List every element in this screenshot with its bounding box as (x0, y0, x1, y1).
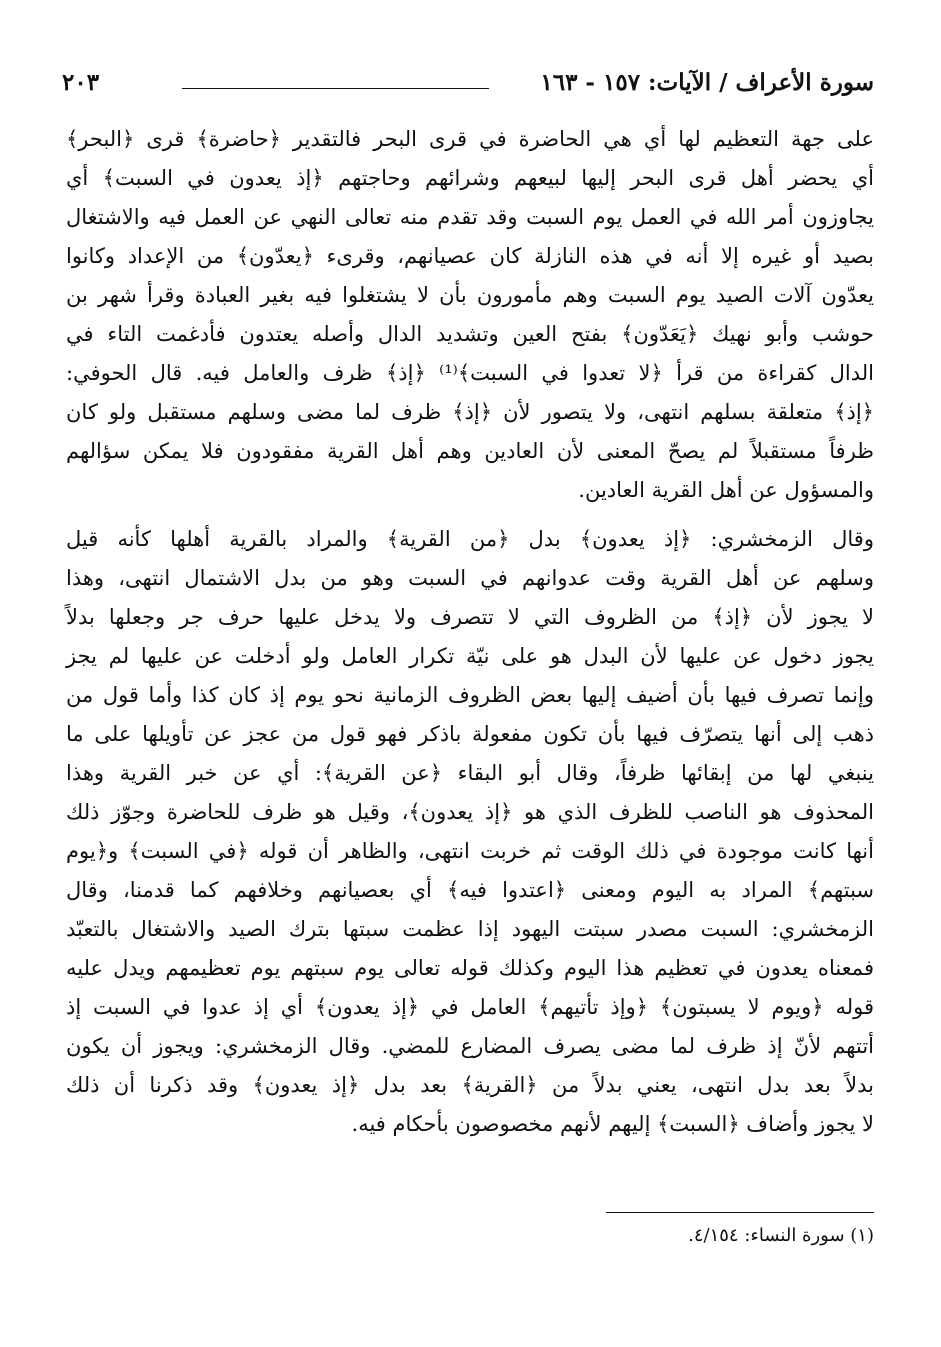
text-line: وإنما تصرف فيها بأن أضيف إليها بعض الظروف الزمانية نحو يوم إذ كان كذا وأما قول من (66, 683, 874, 707)
paragraph-gap (66, 510, 874, 520)
text-line: فمعناه يعدون في تعظيم هذا اليوم وكذلك قوله تعالى يوم سبتهم يوم تعظيمهم ويدل عليه (66, 956, 874, 980)
text-line: سبتهم﴾ المراد به اليوم ومعنى ﴿اعتدوا فيه﴾ أي بعصيانهم وخلافهم كما قدمنا، وقال (66, 878, 874, 902)
paragraph-2 (66, 520, 874, 1144)
paragraph-1 (66, 120, 874, 510)
text-line: الزمخشري: السبت مصدر سبتت اليهود إذا عظمت سبتها بترك الصيد والاشتغال بالتعبّد (66, 917, 874, 941)
text-line: بصيد أو غيره إلا أنه في هذه النازلة كان عصيانهم، وقرىء ﴿يعدّون﴾ من الإعداد وكانوا (66, 244, 874, 268)
text-line: أي يحضر أهل قرى البحر إليها لبيعهم وشرائهم وحاجتهم ﴿إذ يعدون في السبت﴾ أي (66, 166, 874, 190)
text-line: ﴿إذ﴾ متعلقة بسلهم انتهى، ولا يتصور لأن ﴿إذ﴾ ظرف لما مضى وسلهم مستقبل ولو كان (66, 400, 874, 424)
text-line: وقال الزمخشري: ﴿إذ يعدون﴾ بدل ﴿من القرية﴾ والمراد بالقرية أهلها كأنه قيل (66, 527, 874, 551)
text-line: على جهة التعظيم لها أي هي الحاضرة في قرى البحر فالتقدير ﴿حاضرة﴾ قرى ﴿البحر﴾ (66, 127, 874, 151)
text-line: أنها كانت موجودة في ذلك الوقت ثم خربت انتهى، والظاهر أن قوله ﴿في السبت﴾ و﴿يوم (66, 839, 874, 863)
running-title: سورة الأعراف / الآيات: ١٥٧ - ١٦٣ (540, 69, 874, 96)
text-line: يجوز دخول عن عليها لأن البدل هو على نيّة تكرار العامل ولو أدخلت عن عليها لم يجز (66, 644, 874, 668)
text-line: أتتهم لأنّ إذ ظرف لما مضى يصرف المضارع للمضي. وقال الزمخشري: ويجوز أن يكون (66, 1034, 874, 1058)
text-line: قوله ﴿ويوم لا يسبتون﴾ ﴿وإذ تأتيهم﴾ العامل في ﴿إذ يعدون﴾ أي إذ عدوا في السبت إذ (66, 995, 874, 1019)
main-text (66, 120, 874, 1144)
footnote: (١) سورة النساء: ٤/١٥٤. (688, 1225, 874, 1246)
text-line: بدلاً بعد بدل انتهى، يعني بدلاً من ﴿القرية﴾ بعد بدل ﴿إذ يعدون﴾ وقد ذكرنا أن ذلك (66, 1073, 874, 1097)
text-line: يعدّون آلات الصيد يوم السبت وهم مأمورون بأن لا يشتغلوا فيه بغير العبادة وقرأ شهر بن (66, 283, 874, 307)
text-line: والمسؤول عن أهل القرية العادين. (578, 478, 874, 502)
page-header (62, 66, 874, 100)
text-line: ظرفاً مستقبلاً لم يصحّ المعنى لأن العادين وهم أهل القرية مفقودون فلا يمكن سؤالهم (66, 439, 874, 463)
text-line: ذهب إلى أنها يتصرّف فيها بأن تكون مفعولة باذكر فهو قول من عجز عن تأويلها على ما (66, 722, 874, 746)
text-line: لا يجوز لأن ﴿إذ﴾ من الظروف التي لا تتصرف ولا يدخل عليها حرف جر وجعلها بدلاً (66, 605, 874, 629)
text-line: حوشب وأبو نهيك ﴿يَعَدّون﴾ بفتح العين وتشديد الدال وأصله يعتدون فأدغمت التاء في (66, 322, 874, 346)
text-line: الدال كقراءة من قرأ ﴿لا تعدوا في السبت﴾⁽¹⁾ ﴿إذ﴾ ظرف والعامل فيه. قال الحوفي: (66, 361, 875, 385)
footnote-rule (606, 1212, 874, 1213)
text-line: المحذوف هو الناصب للظرف الذي هو ﴿إذ يعدون﴾، وقيل هو ظرف للحاضرة وجوّز ذلك (66, 800, 874, 824)
text-line: ينبغي لها من إبقائها ظرفاً، وقال أبو البقاء ﴿عن القرية﴾: أي عن خبر القرية وهذا (66, 761, 874, 785)
header-rule (182, 88, 489, 89)
text-line: يجاوزون أمر الله في العمل يوم السبت وقد تقدم منه تعالى النهي عن العمل فيه والاشتغال (66, 205, 874, 229)
text-line: وسلهم عن أهل القرية وقت عدوانهم في السبت وهو من بدل الاشتمال انتهى، وهذا (66, 566, 874, 590)
page-number: ٢٠٣ (62, 69, 100, 96)
text-line: لا يجوز وأضاف ﴿السبت﴾ إليهم لأنهم مخصوصون بأحكام فيه. (351, 1112, 874, 1136)
